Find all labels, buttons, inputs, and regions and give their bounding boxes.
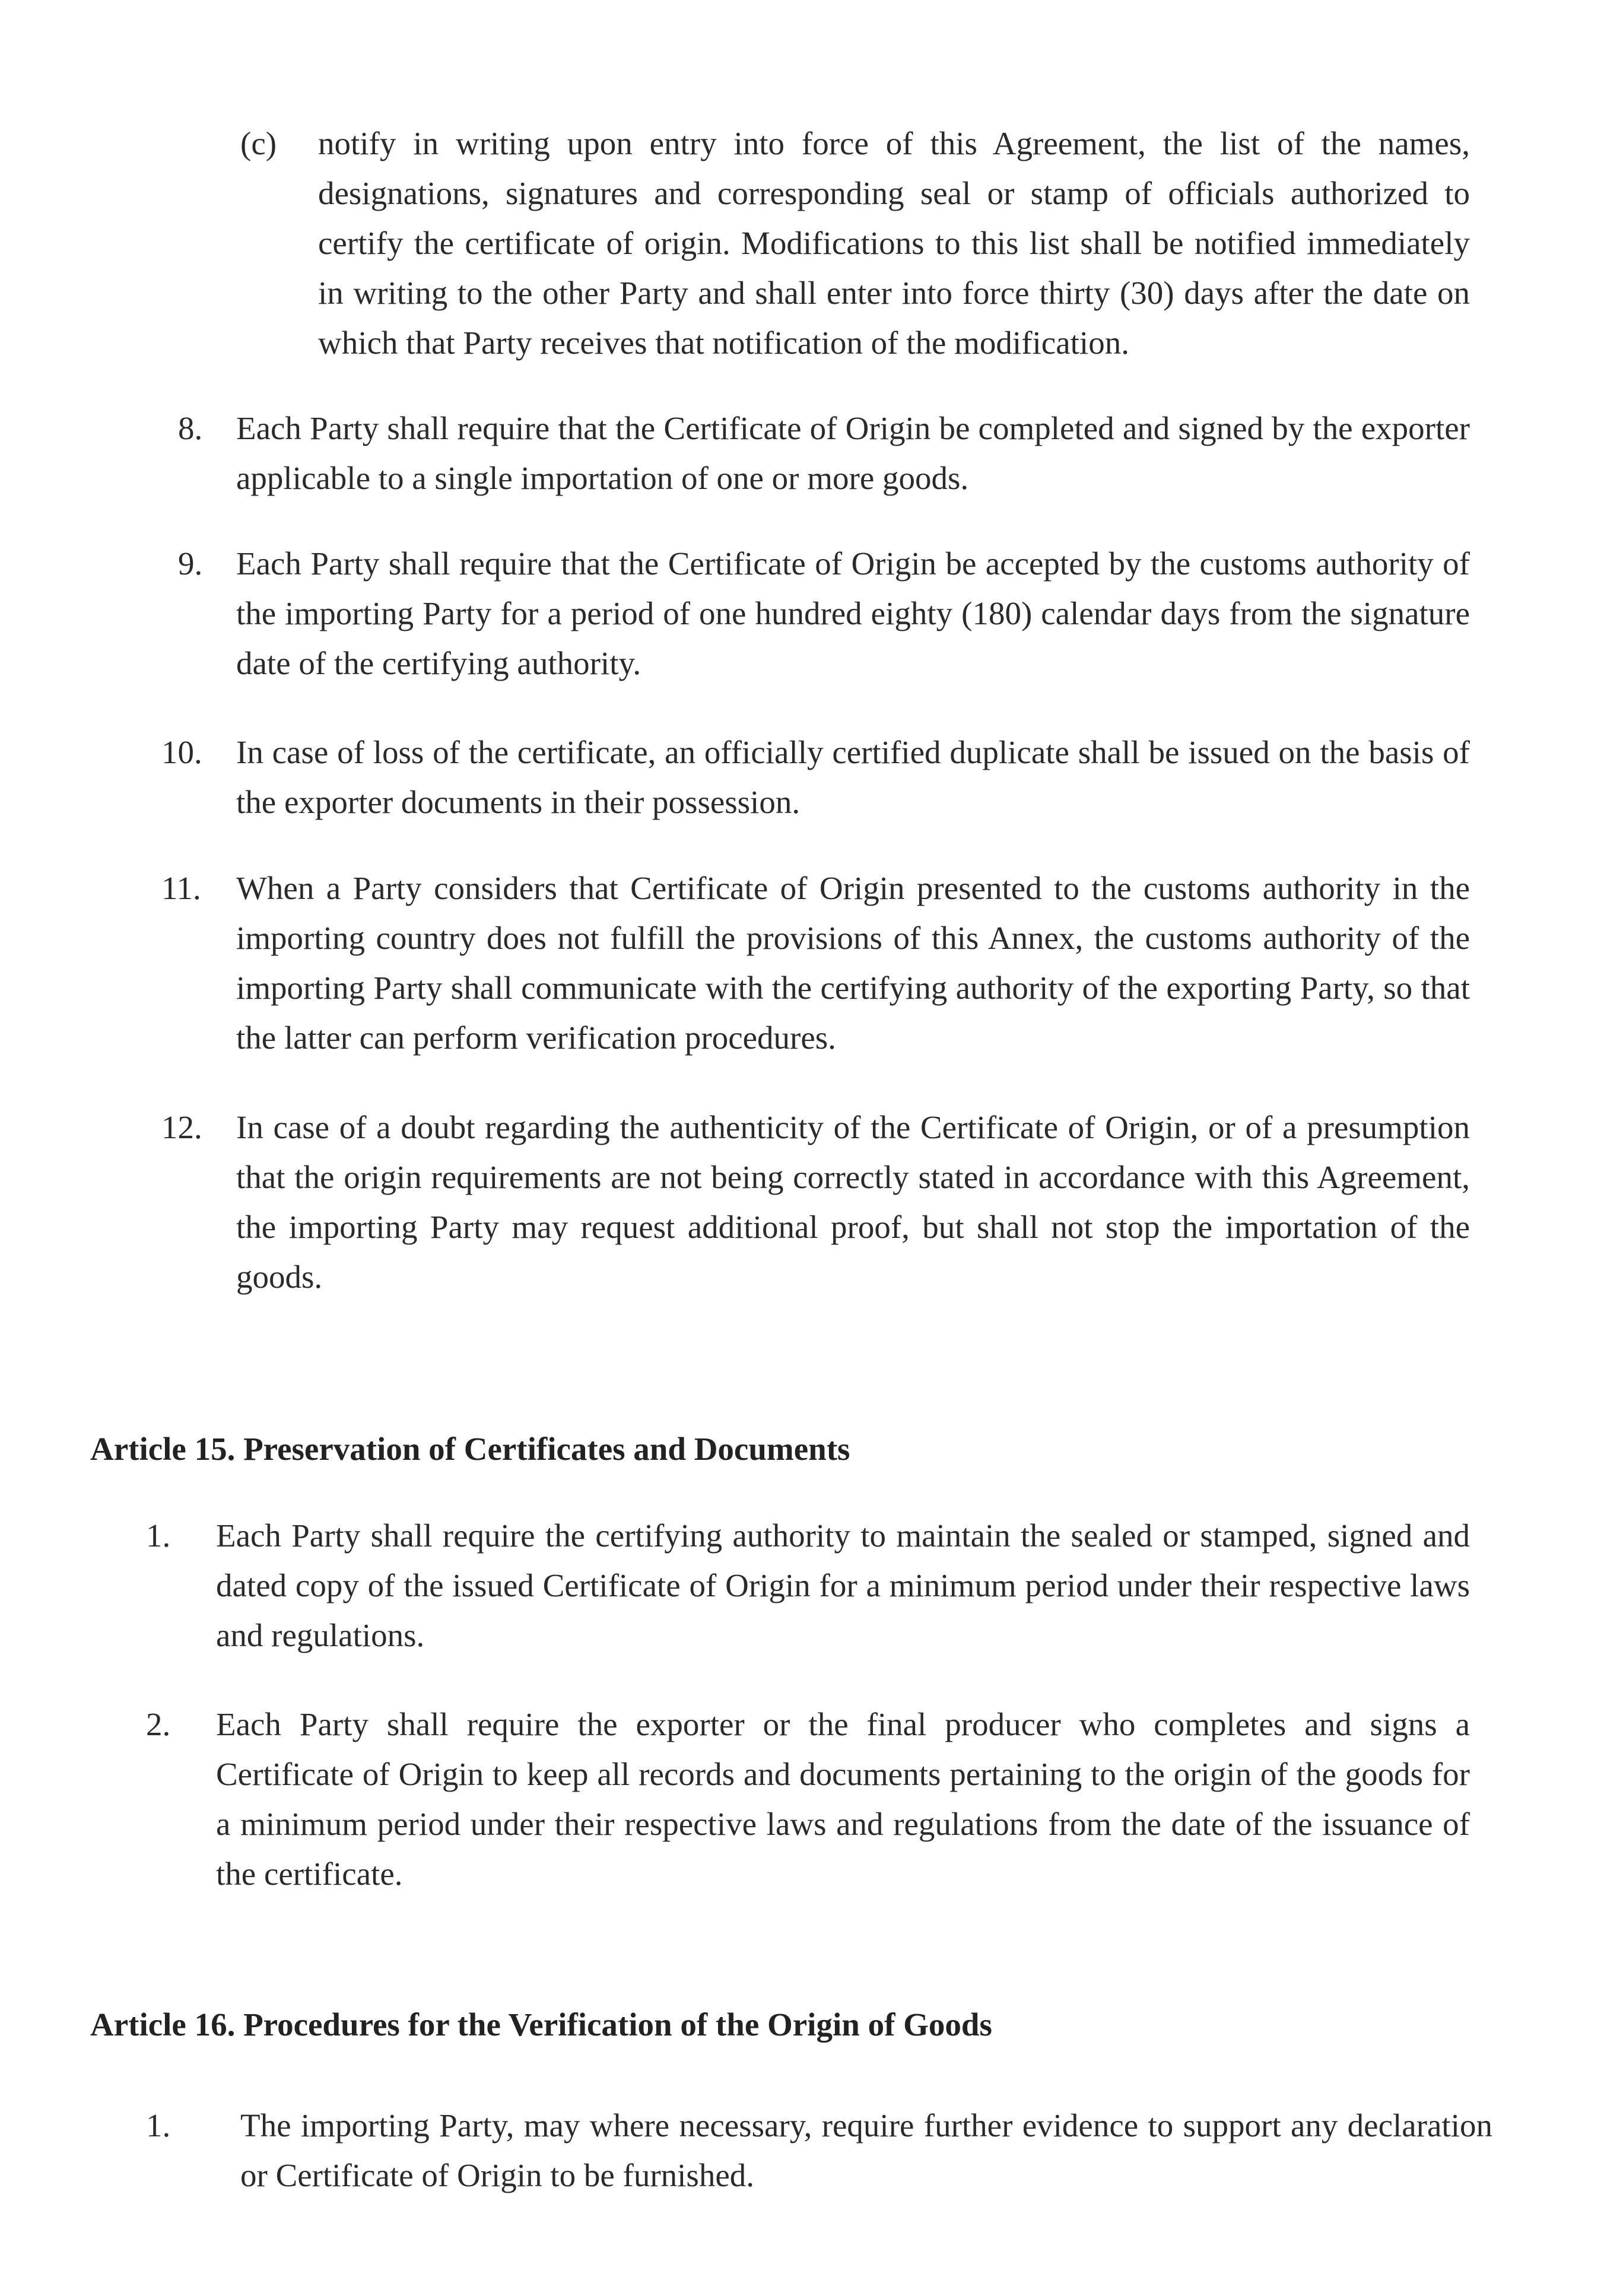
item-text: When a Party considers that Certificate of Origin presented to the customs authority in the importing country does not fulfill the provisions of this Annex, the customs authority of the importing Party shall communicate with the certifying authority of the exporting Party, so that the latter can perform verification procedures. xyxy=(236,870,1470,1056)
item-text: Each Party shall require the certifying authority to maintain the sealed or stamped, signed and dated copy of the issued Certificate of Origin for a minimum period under their respective laws and regulations. xyxy=(216,1517,1470,1653)
article-16-heading: Article 16. Procedures for the Verification of the Origin of Goods xyxy=(90,2006,992,2043)
item-number: 8. xyxy=(178,410,203,446)
sub-item-label: (c) xyxy=(240,125,277,161)
item-text: Each Party shall require the exporter or the final producer who completes and signs a Certificate of Origin to keep all records and documents pertaining to the origin of the goods for a minimum period under their respective laws and regulations from the date of the issuance of the certificate. xyxy=(216,1706,1470,1892)
item-number: 2. xyxy=(146,1706,171,1742)
item-number: 12. xyxy=(161,1109,202,1145)
item-number: 9. xyxy=(178,545,203,582)
item-text: Each Party shall require that the Certificate of Origin be accepted by the customs authority of the importing Party for a period of one hundred eighty (180) calendar days from the signature date of the certifying authority. xyxy=(236,545,1470,681)
item-text: In case of loss of the certificate, an officially certified duplicate shall be issued on the basis of the exporter documents in their possession. xyxy=(236,734,1470,820)
item-number: 11. xyxy=(161,870,201,906)
sub-item-text: notify in writing upon entry into force of this Agreement, the list of the names, designations, signatures and corresponding seal or stamp of officials authorized to certify the certificate of origin. Modifications to this list shall be notified immediately in writing to the other Party and shall enter into force thirty (30) days after the date on which that Party receives that notification of the modification. xyxy=(318,125,1470,361)
item-text: In case of a doubt regarding the authenticity of the Certificate of Origin, or of a presumption that the origin requirements are not being correctly stated in accordance with this Agreement, the importing Party may request additional proof, but shall not stop the importation of the goods. xyxy=(236,1109,1470,1295)
item-number: 1. xyxy=(146,2107,171,2143)
article-15-heading: Article 15. Preservation of Certificates and Documents xyxy=(90,1431,850,1467)
item-number: 1. xyxy=(146,1517,171,1554)
item-text: The importing Party, may where necessary, require further evidence to support any declaration or Certificate of Origin to be furnished. xyxy=(240,2107,1492,2193)
item-number: 10. xyxy=(161,734,202,770)
item-text: Each Party shall require that the Certificate of Origin be completed and signed by the exporter applicable to a single importation of one or more goods. xyxy=(236,410,1470,496)
